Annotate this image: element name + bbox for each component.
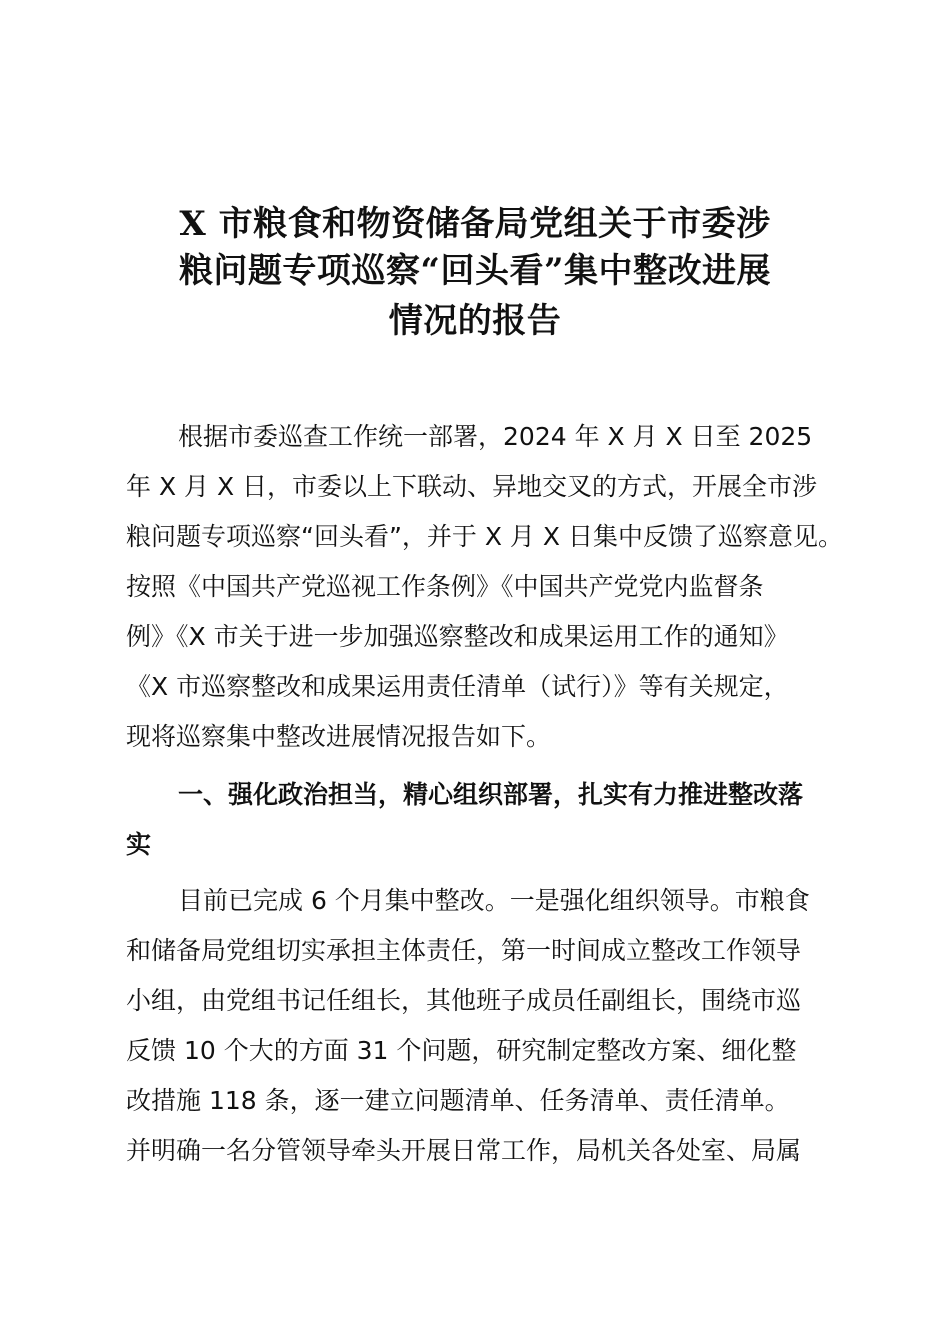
paragraph-1-line: 根据市委巡查工作统一部署，2024 年 X 月 X 日至 2025 <box>178 422 813 451</box>
paragraph-2-line: 反馈 10 个大的方面 31 个问题，研究制定整改方案、细化整 <box>126 1036 797 1065</box>
paragraph-1-line: 例》《X 市关于进一步加强巡察整改和成果运用工作的通知》 <box>126 622 789 651</box>
paragraph-2-line: 改措施 118 条，逐一建立问题清单、任务清单、责任清单。 <box>126 1086 790 1115</box>
paragraph-2-line: 小组，由党组书记任组长，其他班子成员任副组长，围绕市巡 <box>126 986 802 1015</box>
document-title-line-2: 粮问题专项巡察“回头看”集中整改进展 <box>178 251 772 291</box>
paragraph-1-line: 《X 市巡察整改和成果运用责任清单（试行）》等有关规定， <box>126 672 789 701</box>
paragraph-2-line: 并明确一名分管领导牵头开展日常工作，局机关各处室、局属 <box>126 1136 802 1165</box>
document-title-line-3: 情况的报告 <box>388 301 562 341</box>
paragraph-2-line: 和储备局党组切实承担主体责任，第一时间成立整改工作领导 <box>126 936 802 965</box>
section-1-heading: 实 <box>126 830 152 859</box>
paragraph-1-line: 按照《中国共产党巡视工作条例》《中国共产党党内监督条 <box>126 572 764 601</box>
paragraph-1-line: 年 X 月 X 日，市委以上下联动、异地交叉的方式，开展全市涉 <box>126 472 818 501</box>
paragraph-1-line: 现将巡察集中整改进展情况报告如下。 <box>126 722 552 751</box>
section-1-heading: 一、强化政治担当，精心组织部署，扎实有力推进整改落 <box>178 780 804 809</box>
paragraph-2-line: 目前已完成 6 个月集中整改。一是强化组织领导。市粮食 <box>178 886 810 915</box>
document-title-line-1: X 市粮食和物资储备局党组关于市委涉 <box>179 204 771 244</box>
paragraph-1-line: 粮问题专项巡察“回头看”，并于 X 月 X 日集中反馈了巡察意见。 <box>126 522 843 551</box>
